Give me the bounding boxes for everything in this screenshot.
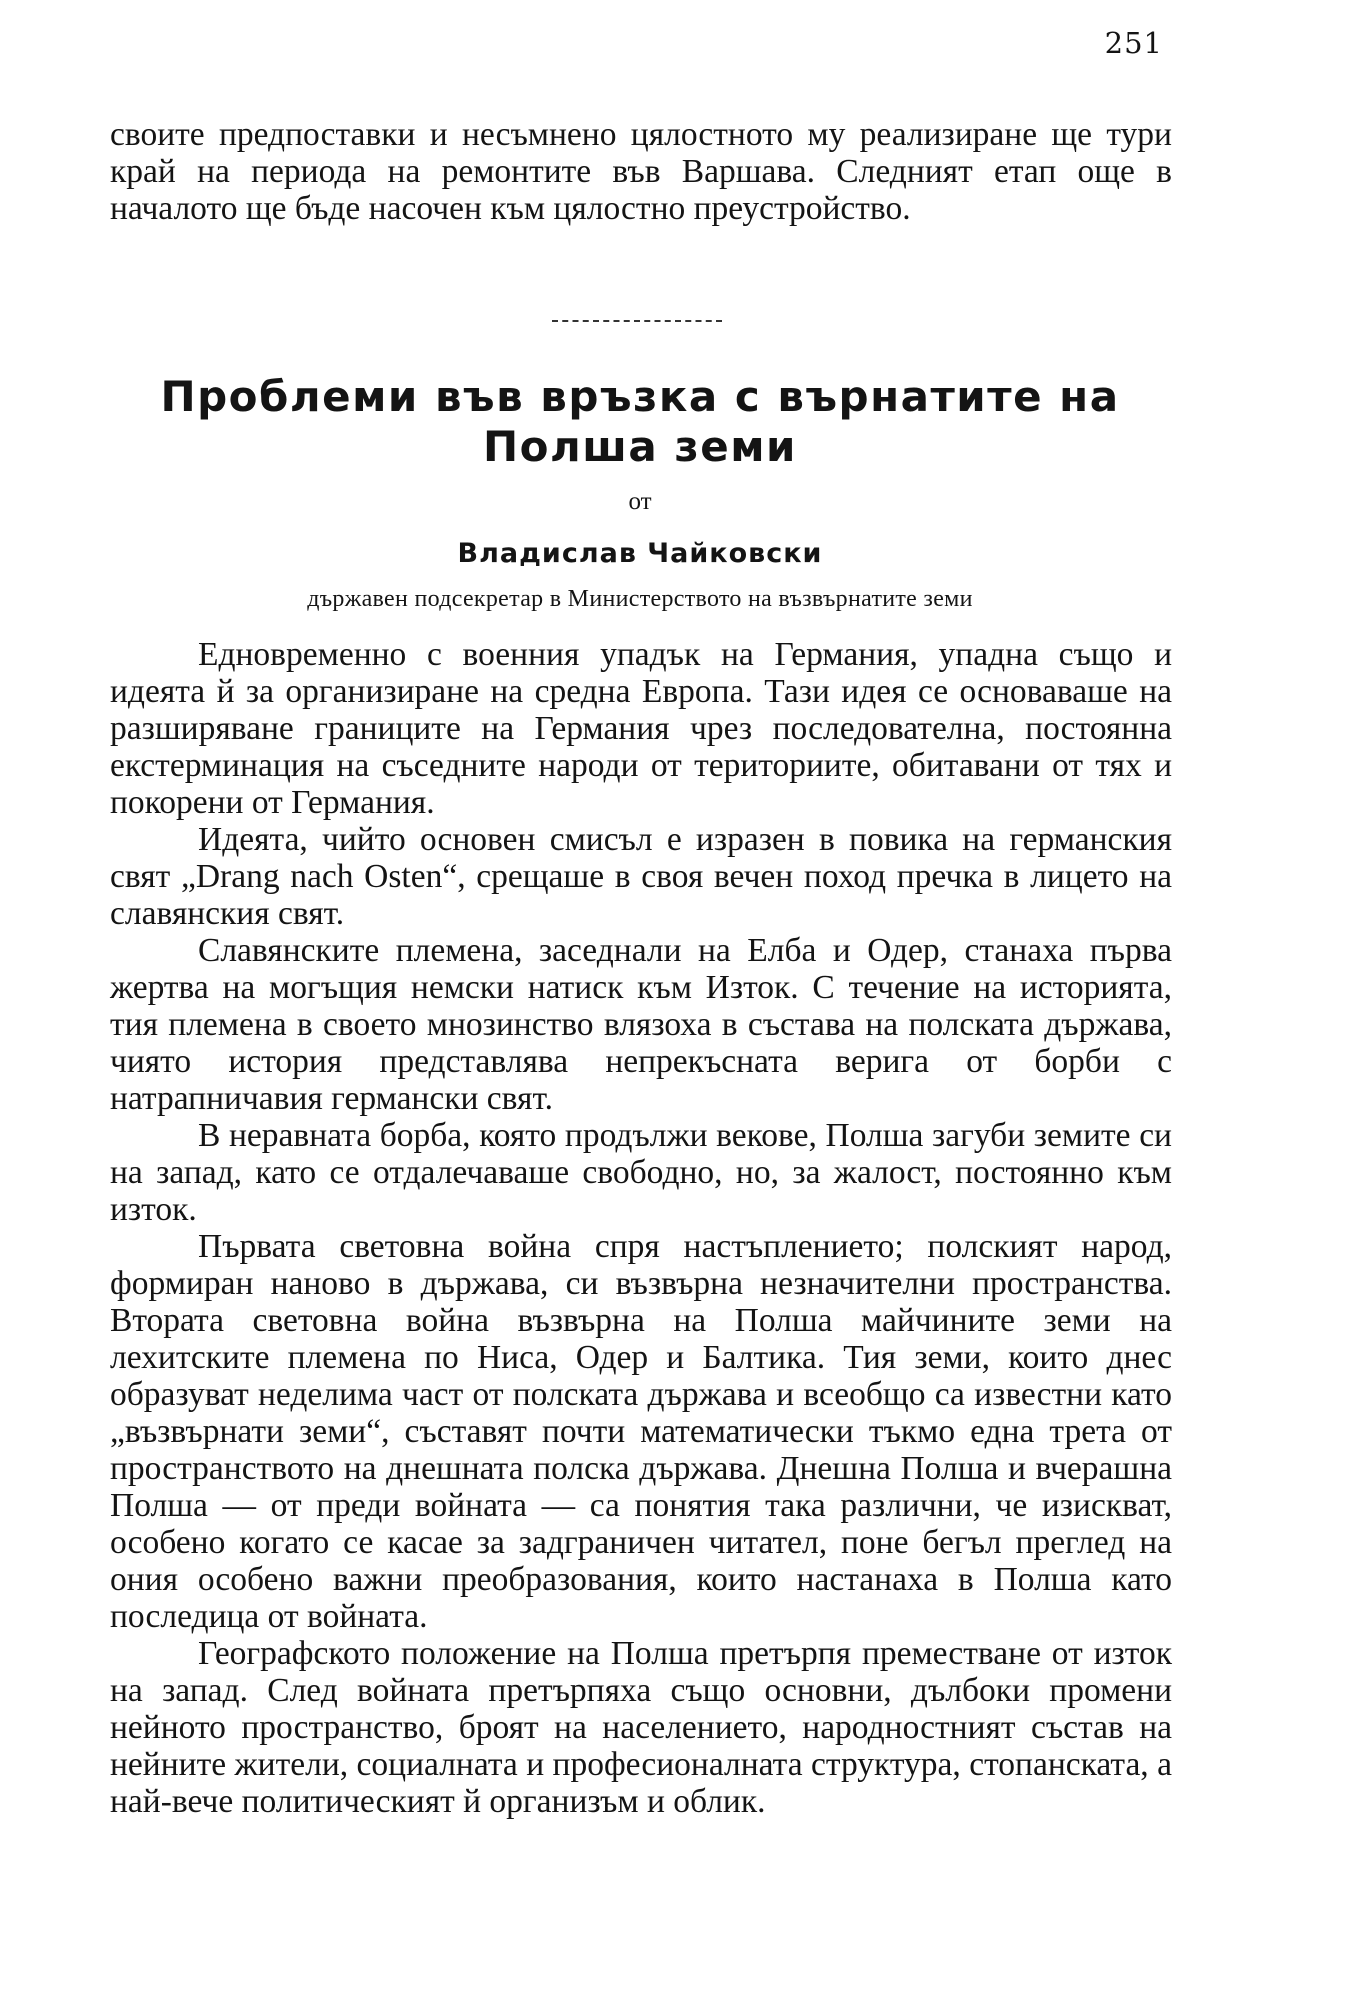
intro-text bbox=[110, 116, 1172, 227]
page-number: 251 bbox=[1104, 26, 1163, 60]
article-author: Владислав Чайковски bbox=[457, 538, 823, 569]
body-paragraph-2: Идеята, чийто основен смисъл е изразен в повика на германския свят „Drang nach Osten“, срещаше в своя вечен поход пречка в лицето на славянския свят. bbox=[110, 821, 1172, 932]
body-paragraph-4: В неравната борба, която продължи векове, Полша загуби земите си на запад, като се отдалечаваше свободно, но, за жалост, постоянно към изток. bbox=[110, 1117, 1172, 1228]
body-paragraph-6: Географското положение на Полша претърпя преместване от изток на запад. След войната претърпяха също основни, дълбоки промени нейното пространство, броят на населението, народностният състав на нейните жители, социалната и професионалната структура, стопанската, а най-вече политическият й организъм и облик. bbox=[110, 1635, 1172, 1820]
body-paragraph-5: Първата световна война спря настъплението; полският народ, формиран наново в държава, си възвърна незначителни пространства. Втората световна война възвърна на Полша майчините земи на лехитските племена по Ниса, Одер и Балтика. Тия земи, които днес образуват неделима част от полската държава и всеобщо са известни като „възвърнати земи“, съставят почти математически тъкмо една трета от пространството на днешната полска държава. Днешна Полша и вчерашна Полша — от преди войната — са понятия така различни, че изискват, особено когато се касае за задграничен читател, поне бегъл преглед на ония особено важни преобразования, които настанаха в Полша като последица от войната. bbox=[110, 1228, 1172, 1635]
article-body bbox=[110, 636, 1172, 1820]
section-divider bbox=[552, 320, 722, 322]
byline-word: от bbox=[628, 488, 652, 515]
author-affiliation: държавен подсекретар в Министерството на възвърнатите земи bbox=[307, 586, 973, 612]
body-paragraph-1: Едновременно с военния упадък на Германия, упадна също и идеята й за организиране на средна Европа. Тази идея се основаваше на разширяване границите на Германия чрез последователна, постоянна екстерминация на съседните народи от териториите, обитавани от тях и покорени от Германия. bbox=[110, 636, 1172, 821]
intro-paragraph: своите предпоставки и несъмнено цялостното му реализиране ще тури край на периода на ремонтите във Варшава. Следният етап още в началото ще бъде насочен към цялостно преустройство. bbox=[110, 116, 1172, 227]
article-title: Проблеми във връзка с върнатите на Полша земи bbox=[160, 372, 1120, 471]
body-paragraph-3: Славянските племена, заседнали на Елба и Одер, станаха първа жертва на могъщия немски натиск към Изток. С течение на историята, тия племена в своето мнозинство влязоха в състава на полската държава, чиято история представлява непрекъсната верига от борби с натрапничавия германски свят. bbox=[110, 932, 1172, 1117]
